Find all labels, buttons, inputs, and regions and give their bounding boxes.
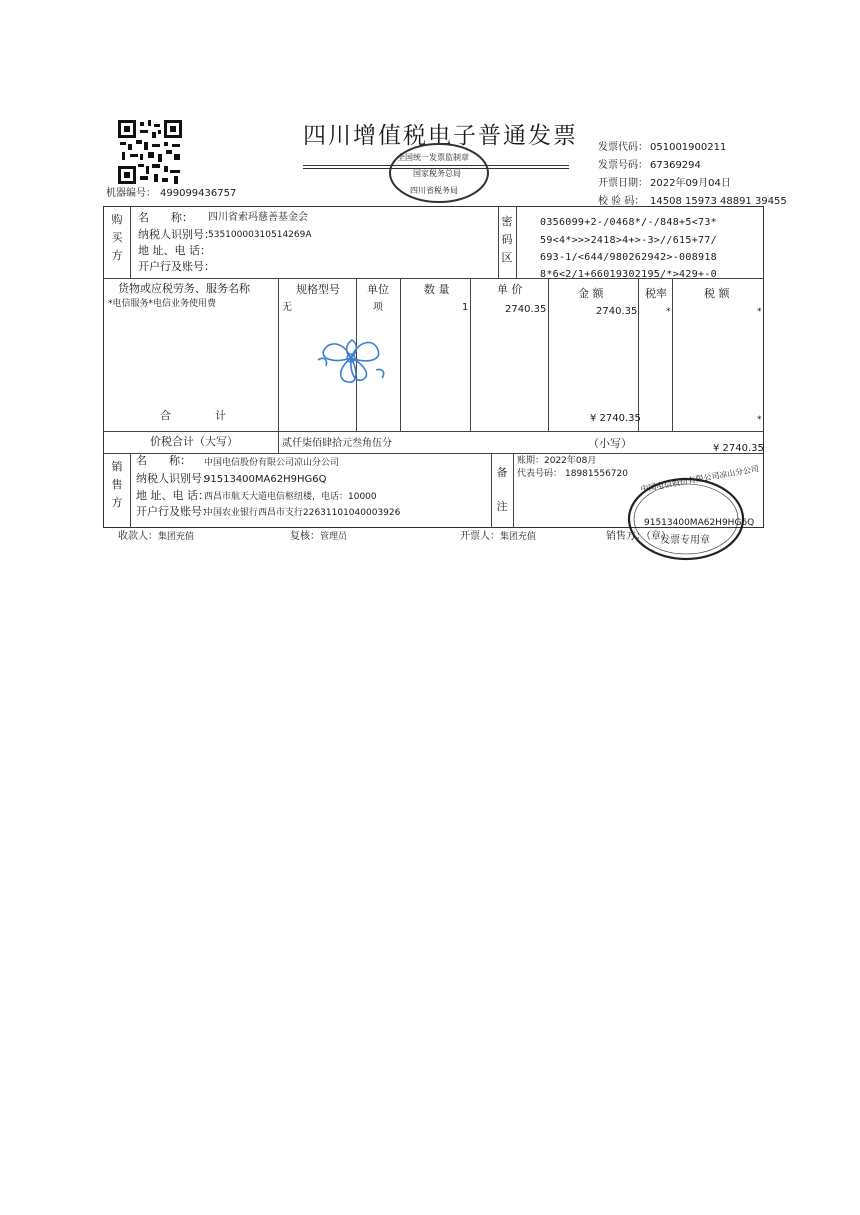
col-header-amount: 金 额 <box>578 287 604 300</box>
cipher-side-label: 密 码 区 <box>501 215 513 264</box>
invoice-code: 051001900211 <box>650 142 727 153</box>
grand-total-small: ¥ 2740.35 <box>713 443 764 454</box>
check-code-label: 校 验 码： <box>598 196 645 207</box>
item-rate: * <box>666 307 671 317</box>
drawer: 集团充值 <box>500 532 537 542</box>
buyer-name: 四川省索玛慈善基金会 <box>208 212 308 223</box>
cipher-line-1: 0356099+2-/0468*/-/848+5<73* <box>540 217 717 228</box>
tax-seal-bottom-text: 四川省税务局 <box>410 186 458 195</box>
buyer-taxid: 53510000310514269A <box>208 230 312 240</box>
seller-seal-bottom-text: 发票专用章 <box>660 535 710 546</box>
cipher-left-divider <box>498 206 499 278</box>
reviewer: 管理员 <box>320 532 348 542</box>
seller-taxid: 91513400MA62H9HG6Q <box>204 474 327 485</box>
seller-side-label: 销 售 方 <box>111 460 123 509</box>
item-name: *电信服务*电信业务使用费 <box>108 299 217 309</box>
item-unit: 项 <box>373 302 383 313</box>
payee: 集团充值 <box>158 532 195 542</box>
tax-seal-top-text: 全国统一发票监制章 <box>397 153 469 162</box>
reviewer-label: 复核： <box>290 531 320 542</box>
machine-number-label: 机器编号： <box>106 188 156 199</box>
col-divider-6 <box>638 278 639 431</box>
col-divider-7 <box>672 278 673 431</box>
col-divider-3 <box>400 278 401 431</box>
grand-total-words: 贰仟柒佰肆拾元叁角伍分 <box>282 438 392 449</box>
col-divider-4 <box>470 278 471 431</box>
grand-total-small-label: （小写） <box>588 437 632 450</box>
cipher-line-3: 693-1/<644/980262942>-008918 <box>540 252 717 263</box>
total-amount: ¥ 2740.35 <box>590 413 641 424</box>
invoice-date-label: 开票日期： <box>598 178 648 189</box>
col-header-price: 单 价 <box>497 283 523 296</box>
invoice-date: 2022年09月04日 <box>650 178 731 189</box>
seller-seal-ring-text: 中国电信股份有限公司凉山分公司 <box>639 464 760 494</box>
seller-taxid-label: 纳税人识别号： <box>136 472 213 485</box>
machine-number: 499099436757 <box>160 188 237 199</box>
grand-total-label: 价税合计（大写） <box>150 435 238 448</box>
total-divider <box>278 431 279 453</box>
qr-code <box>118 120 182 184</box>
remarks-rep: 18981556720 <box>565 469 628 479</box>
item-price: 2740.35 <box>505 304 547 315</box>
seller-seal-taxid: 91513400MA62H9HG6Q <box>644 518 755 528</box>
seller-bank-label: 开户行及账号： <box>136 505 213 518</box>
seller-address: 西昌市航天大道电信枢纽楼，电话：10000 <box>204 492 377 502</box>
col-divider-1 <box>278 278 279 431</box>
col-header-qty: 数 量 <box>424 283 450 296</box>
invoice-code-label: 发票代码： <box>598 142 648 153</box>
cipher-line-2: 59<4*>>>2418>4+>-3>//615+77/ <box>540 235 717 246</box>
col-header-spec: 规格型号 <box>296 283 340 296</box>
payee-label: 收款人： <box>118 531 158 542</box>
seller-side-divider <box>130 453 131 528</box>
col-header-unit: 单位 <box>367 283 389 296</box>
remarks-rep-label: 代表号码： <box>517 469 563 479</box>
cipher-line-4: 8*6<2/1+66019302195/*>429+-0 <box>540 269 717 280</box>
remarks-left-divider <box>491 453 492 528</box>
cipher-side-divider <box>516 206 517 278</box>
buyer-address-label: 地 址、电 话： <box>138 244 211 257</box>
seller-bank: 中国农业银行西昌市支行22631101040003926 <box>204 508 401 518</box>
buyer-name-label: 名 称： <box>138 211 193 224</box>
total-tax: * <box>757 415 762 425</box>
tax-seal-middle-text: 国家税务总局 <box>413 169 461 178</box>
buyer-side-label: 购 买 方 <box>111 213 123 262</box>
seller-address-label: 地 址、电 话： <box>136 489 209 502</box>
drawer-label: 开票人： <box>460 531 500 542</box>
item-tax: * <box>757 307 762 317</box>
item-spec: 无 <box>282 302 292 313</box>
item-amount: 2740.35 <box>596 306 638 317</box>
total-section-bottom <box>103 453 764 454</box>
seller-name: 中国电信股份有限公司凉山分公司 <box>204 458 340 468</box>
buyer-bank-label: 开户行及账号： <box>138 260 215 273</box>
buyer-taxid-label: 纳税人识别号： <box>138 228 215 241</box>
item-qty: 1 <box>462 302 469 313</box>
remarks-side-divider <box>513 453 514 528</box>
col-header-name: 货物或应税劳务、服务名称 <box>118 282 250 295</box>
invoice-title: 四川增值税电子普通发票 <box>303 123 578 149</box>
col-header-tax: 税 额 <box>704 287 730 300</box>
flower-watermark-icon <box>314 330 388 386</box>
remarks-side-label: 备 注 <box>496 466 508 513</box>
invoice-number: 67369294 <box>650 160 701 171</box>
total-label: 合 计 <box>160 409 226 422</box>
seller-stamp-label: 销售方：（章） <box>606 531 671 542</box>
buyer-side-divider <box>130 206 131 278</box>
check-code: 14508 15973 48891 39455 <box>650 196 787 207</box>
seller-name-label: 名 称： <box>136 454 191 467</box>
items-section-bottom <box>103 431 764 432</box>
col-header-rate: 税率 <box>645 287 667 300</box>
invoice-number-label: 发票号码： <box>598 160 648 171</box>
col-divider-5 <box>548 278 549 431</box>
remarks-period: 账期：2022年08月 <box>517 456 597 466</box>
